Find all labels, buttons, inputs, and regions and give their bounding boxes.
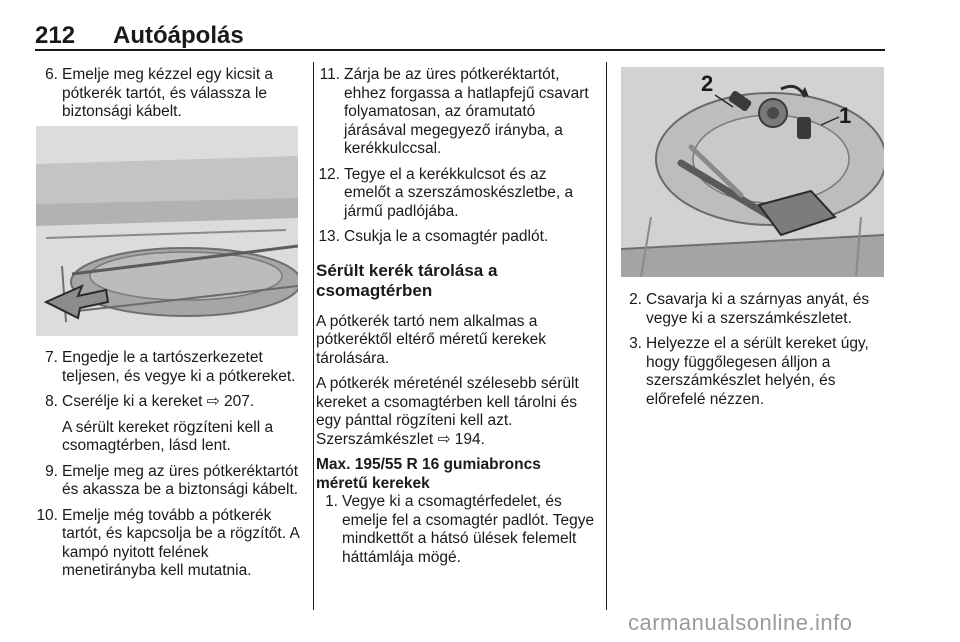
step-number: 12. bbox=[318, 165, 340, 183]
page-title: Autóápolás bbox=[113, 22, 244, 49]
page-ref-arrow-icon: ⇨ bbox=[206, 393, 220, 410]
step-text: Cserélje ki a kereket bbox=[62, 393, 203, 410]
step-number: 3. bbox=[629, 335, 642, 352]
substep-2 bbox=[620, 291, 886, 328]
column-1-continued bbox=[36, 349, 306, 588]
step-text: Zárja be az üres pótkeréktartót, ehhez forgassa a hatlapfejű csavart folyamatosan, az óramutató járásával megegyező irányba, a kerékkulccsal. bbox=[344, 66, 589, 157]
step-text: Emelje meg kézzel egy kicsit a pótkerék tartót, és válassza le biztonsági kábelt. bbox=[62, 66, 274, 120]
figure-label-1: 1 bbox=[839, 103, 852, 128]
column-divider-1 bbox=[313, 62, 314, 610]
column-2 bbox=[316, 66, 596, 574]
toolkit-figure bbox=[621, 67, 884, 277]
step-number: 13. bbox=[318, 228, 340, 245]
step-13 bbox=[316, 228, 596, 247]
step-number: 7. bbox=[45, 349, 58, 366]
step-6 bbox=[36, 66, 301, 122]
step-text: Csukja le a csomagtér padlót. bbox=[344, 228, 549, 245]
page-header bbox=[35, 18, 885, 50]
page-number: 212 bbox=[35, 22, 76, 49]
header-rule bbox=[35, 49, 885, 51]
step-11 bbox=[316, 66, 596, 159]
paragraph-text: A pótkerék méreténél szélesebb sérült kereket a csomagtérben kell tárolni és egy pánttal rögzíteni kell azt. Szerszámkészlet bbox=[316, 375, 579, 448]
step-text: Csavarja ki a szárnyas anyát, és vegye ki a szerszámkészletet. bbox=[646, 291, 870, 327]
step-text: Emelje meg az üres pótkeréktartót és akassza be a biztonsági kábelt. bbox=[62, 462, 299, 498]
page-ref: 194. bbox=[454, 430, 485, 448]
column-1 bbox=[36, 66, 301, 129]
step-7 bbox=[36, 349, 306, 386]
step-number: 1. bbox=[325, 493, 338, 510]
page-ref: 207. bbox=[224, 393, 255, 410]
spare-wheel-carrier-figure bbox=[36, 126, 298, 336]
step-number: 8. bbox=[45, 393, 58, 410]
subheading: Max. 195/55 R 16 gumiabroncs méretű kerekek bbox=[316, 456, 541, 492]
column-3 bbox=[620, 291, 886, 416]
section-heading: Sérült kerék tárolása a csomagtérben bbox=[316, 260, 498, 300]
watermark: carmanualsonline.info bbox=[628, 610, 853, 635]
step-text: Emelje még tovább a pótkerék tartót, és kapcsolja be a rögzítőt. A kampó nyitott felének menetirányba kell mutatnia. bbox=[62, 506, 299, 579]
step-8-note: A sérült kereket rögzíteni kell a csomagtérben, lásd lent. bbox=[62, 418, 274, 454]
column-divider-2 bbox=[606, 62, 607, 610]
toolkit-illustration bbox=[621, 67, 884, 277]
step-number: 2. bbox=[629, 291, 642, 308]
substep-1 bbox=[316, 493, 596, 567]
figure-label-2: 2 bbox=[701, 71, 714, 96]
step-number: 6. bbox=[45, 66, 58, 83]
step-number: 9. bbox=[45, 462, 58, 480]
step-number: 11. bbox=[319, 66, 340, 83]
step-text: Engedje le a tartószerkezetet teljesen, és vegye ki a pótkereket. bbox=[62, 349, 296, 385]
paragraph-with-ref bbox=[316, 375, 596, 449]
step-8 bbox=[36, 393, 306, 412]
paragraph: A pótkerék tartó nem alkalmas a pótkeréktől eltérő méretű kerekek tárolására. bbox=[316, 312, 547, 367]
step-number: 10. bbox=[36, 506, 58, 524]
step-10 bbox=[36, 507, 306, 581]
step-text: Vegye ki a csomagtérfedelet, és emelje fel a csomagtér padlót. Tegye mindkettőt a hátsó ülések felemelt háttámlája mögé. bbox=[342, 493, 595, 566]
step-9 bbox=[36, 463, 306, 500]
step-12 bbox=[316, 166, 596, 222]
page-ref-arrow-icon: ⇨ bbox=[437, 430, 451, 448]
step-text: Tegye el a kerékkulcsot és az emelőt a szerszámoskészletbe, a jármű padlójába. bbox=[344, 165, 574, 220]
carrier-illustration bbox=[36, 126, 298, 336]
substep-3 bbox=[620, 335, 886, 409]
step-text: Helyezze el a sérült kereket úgy, hogy függőlegesen álljon a szerszámkészlet helyén, és előrefelé nézzen. bbox=[646, 335, 869, 408]
